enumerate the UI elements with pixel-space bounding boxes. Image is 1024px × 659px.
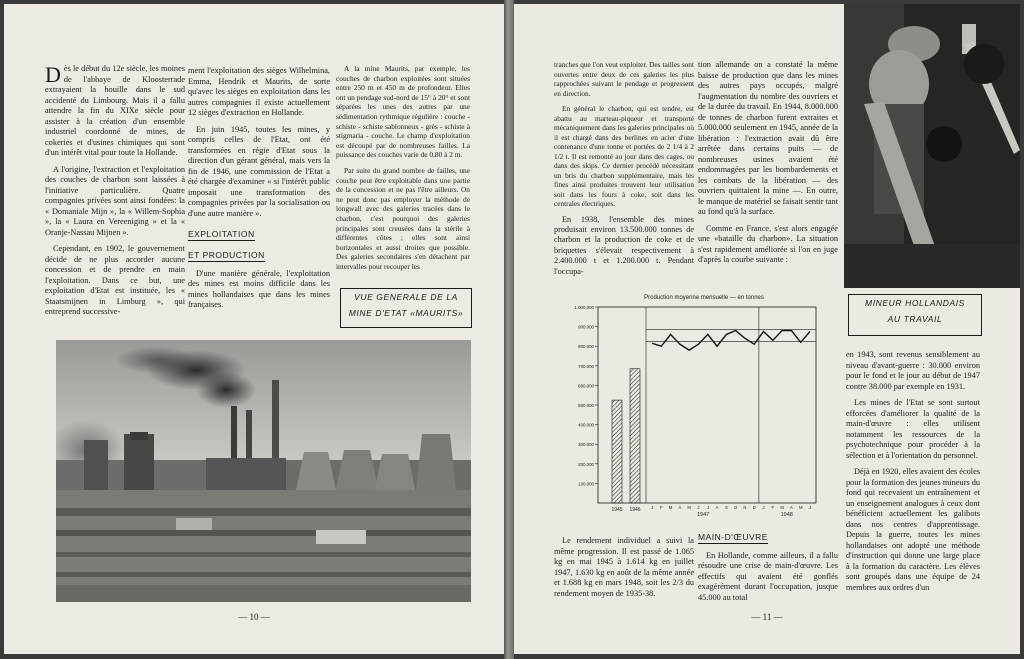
month-label: M [798, 505, 803, 510]
paragraph: en 1943, sont revenus sensiblement au niveau d'avant-guerre : 30.000 environ pour le fond et le jour au début de 1947 contre 38.000 par exemple en 1931. [846, 350, 980, 391]
y-tick-label: 100.000 [578, 481, 594, 487]
paragraph: Le rendement individuel a suivi la même progression. Il est passé de 1.065 kg en mai 1945 à 1.614 kg en juillet 1947, 1.630 kg en août de la même année et 1.688 kg en mars 1948, soit les 2/3 du rendement moyen de 1935-38. [554, 536, 694, 598]
paragraph: En 1938, l'ensemble des mines produisait environ 13.500.000 tonnes de charbon et la production de coke et de briquettes s'élevait respectivement à 2.400.000 t et 1.200.000 t. Pendant l'occupa- [554, 214, 694, 276]
month-label: J [697, 505, 700, 510]
production-chart [554, 291, 836, 531]
bar-label: 1946 [629, 507, 641, 513]
paragraph: En Hollande, comme ailleurs, il a fallu résoudre une crise de main-d'œuvre. Les effectifs qui avaient été gonflés exagérément durant l'occupation, jusque 45.000 au total [698, 550, 838, 602]
paragraph: A la mine Maurits, par exemple, les couches de charbon exploitées sont situées entre 250 m et 450 m de profondeur. Elles ont un pendage sud-nord de 15° à 20° et sont séparées les unes des autres par une sédimentation rythmique régulière : couche - schiste - schiste sablonneux - grès - schiste à stigmaria - couche. Le champ d'exploitation est découpé par de nombreuses failles. La puissance des couches varie de 0,80 à 2 m. [336, 64, 470, 160]
paragraph: Par suite du grand nombre de failles, une couche peut être exploitable dans une partie de la concession et ne pas l'être ailleurs. On ne peut donc pas employer la méthode de longwall avec des galeries tracées dans le charbon, c'est pourquoi des galeries principales sont creusées dans la stérile à différentes côtes ; elles sont ainsi horizontales et aussi droites que possible. Des galeries secondaires s'en détachent par intervalles pour recouper les [336, 165, 470, 271]
month-label: J [650, 505, 654, 510]
y-tick-label: 900.000 [578, 324, 594, 330]
chart-line-series [652, 331, 810, 351]
bar-1946 [630, 369, 640, 503]
production-line [652, 331, 810, 351]
chart-bars [612, 369, 640, 503]
year-label-1947: 1947 [696, 512, 710, 518]
left-column-1 [45, 64, 185, 324]
y-tick-label: 600.000 [578, 383, 594, 389]
month-label: F [771, 505, 775, 510]
mine-panorama-photo [56, 340, 471, 602]
right-page [514, 4, 1020, 654]
book-gutter [504, 0, 514, 659]
paragraph: En juin 1945, toutes les mines, y compris celles de l'Etat, ont été transformées en régie d'Etat sous la direction d'un gérant général, mais vers la fin de 1946, une commission de l'Etat a été chargée d'examiner « si l'intérêt public imposait une transformation des compagnies privées par la socialisation ou d'une autre manière ». [188, 124, 330, 218]
caption-line: VUE GENERALE DE LA [354, 292, 458, 302]
bar-label: 1945 [611, 507, 623, 513]
month-label: S [724, 505, 728, 510]
page-number-left: — 10 — [238, 612, 270, 622]
miner-photo [844, 4, 1020, 288]
paragraph: A l'origine, l'extraction et l'exploitation des couches de charbon sont laissées à l'initiative particulière. Quatre compagnies privées sont ainsi fondées: la « Domaniale Mijn », la « Willem-Sophia », la « Laura en Vereeniging » et la « Oranje-Nassau Mijnen ». [45, 164, 185, 237]
paragraph: Déjà en 1920, elles avaient des écoles pour la formation des jeunes mineurs du fond qui recevaient un entraînement et un enseignement analogues à ceux dont bénéficient actuellement les galibots dans nos centres d'apprentissage. Depuis la guerre, toutes les mines hollandaises ont adopté une méthode d'instruction qui donne une large place à la formation du caractère. Les élèves sont groupés dans une équipe de 24 membres aux ordres d'un [846, 467, 980, 592]
right-column-2b [698, 532, 838, 609]
month-label: M [780, 505, 784, 510]
month-label: F [660, 505, 663, 510]
month-label: J [762, 505, 765, 510]
paragraph: En général le charbon, qui est tendre, est abattu au marteau-piqueur et transporté mécaniquement dans les galeries principales où il est chargé dans des berlines en acier d'une contenance d'une tonne et portées de 2 1/4 à 2 1/2 t. Il est remonté au jour dans des cages, ou dans des skips. Ce dernier procédé nécessitant un bris du charbon supplémentaire, mais les fines ainsi produites trouvent leur utilisation soit dans les fours à coke, soit dans les centrales électriques. [554, 104, 694, 208]
month-label: A [790, 505, 793, 510]
right-column-2 [698, 60, 838, 272]
right-column-1b [554, 536, 694, 605]
month-label: A [715, 505, 719, 510]
chart-title: Production moyenne mensuelle — en tonnes [644, 295, 764, 301]
photo-caption-box [848, 294, 982, 336]
month-label: J [808, 505, 812, 510]
miner-image [844, 4, 1020, 288]
y-tick-label: 700.000 [578, 363, 594, 369]
month-label: O [734, 505, 738, 510]
paragraph: D'une manière générale, l'exploitation des mines est moins difficile dans les mines hollandaises que dans les mines françaises. [188, 268, 330, 309]
left-column-3 [336, 64, 470, 277]
paragraph: Comme en France, s'est alors engagée une «bataille du charbon». La situation s'est rapidement améliorée si l'on en juge d'après la courbe suivante : [698, 223, 838, 264]
left-column-2 [188, 66, 330, 317]
caption-line: AU TRAVAIL [887, 314, 943, 324]
year-label-1948: 1948 [780, 512, 793, 518]
chart-x-labels [611, 505, 811, 518]
chart-axes [574, 305, 816, 503]
paragraph: ment l'exploitation des sièges Wilhelmina, Emma, Hendrik et Maurits, de sorte qu'avec les sièges en exploitation dans les autres compagnies il existe actuellement 12 sièges d'extraction en Hollande. [188, 66, 330, 117]
section-heading-exploitation [188, 229, 330, 261]
month-label: M [687, 505, 691, 510]
y-tick-label: 800.000 [578, 344, 594, 350]
page-number-right: — 11 — [751, 612, 783, 622]
section-heading-main-oeuvre [698, 532, 838, 543]
y-tick-label: 400.000 [578, 422, 594, 428]
month-label: J [706, 505, 709, 510]
y-tick-label: 500.000 [578, 403, 594, 408]
paragraph: tranches que l'on veut exploiter. Des tailles sont ouvertes entre deux de ces galeries les plus rapprochées suivant le pendage et progressent en direction. [554, 60, 694, 98]
heading-line: ET PRODUCTION [188, 250, 265, 260]
photo-caption-box [340, 288, 472, 328]
paragraph: ès le début du 12e siècle, les moines de l'abbaye de Kloosterrade extrayaient la houille dans le sud accidenté du Limbourg. Mais il a fallu attendre la fin du XIXe siècle pour assister à la création d'un ensemble industriel coordonné de mines, de cokeries et d'usines chimiques qui sont d'un intérêt vital pour toute la Hollande. [45, 64, 185, 157]
bar-1945 [612, 400, 622, 503]
month-label: D [752, 505, 756, 510]
caption-line: MINE D'ETAT «MAURITS» [348, 308, 464, 318]
month-label: N [743, 505, 747, 510]
paragraph: Cependant, en 1902, le gouvernement décide de ne plus accorder aucune concession et de prendre en main l'exploitation. Dans ce but, une exploitation d'Etat est instituée, les « Staatsmijnen in Limburg », qui entreprend successive- [45, 244, 185, 316]
y-tick-label: 300.000 [578, 442, 594, 448]
paragraph: Les mines de l'Etat se sont surtout efforcées d'améliorer la qualité de la main-d'œuvre : elles utilisent notamment les ressources de la psychotechnique pour procéder à la sélection et à l'orientation du personnel. [846, 398, 980, 460]
right-column-3 [846, 350, 980, 599]
heading-line: MAIN-D'ŒUVRE [698, 532, 768, 542]
drop-cap: D [45, 62, 61, 87]
paragraph: tion allemande on a constaté la même baisse de production que dans les mines des autres pays occupés, malgré l'augmentation du nombre des ouvriers et de la durée du travail. En 1944, 8.000.000 de tonnes de charbon furent extraites et 5.000.000 seulement en 1945, année de la libération : l'extraction avait dû être arrêtée dans certains puits — de nombreuses usines avaient été endommagées par les bombardements et les combats de la libération — des ouvriers quittaient la mine —. En outre, le manque de matériel se faisait sentir tant au fond qu'à la surface. [698, 60, 838, 216]
y-tick-label: 1.000.000 [574, 305, 594, 310]
month-label: M [668, 505, 673, 510]
y-tick-label: 200.000 [578, 461, 594, 467]
month-label: A [678, 505, 682, 510]
left-page [4, 4, 504, 654]
mine-panorama-image [56, 340, 471, 602]
caption-line: MINEUR HOLLANDAIS [865, 298, 965, 308]
heading-line: EXPLOITATION [188, 229, 255, 239]
right-column-1 [554, 60, 694, 283]
